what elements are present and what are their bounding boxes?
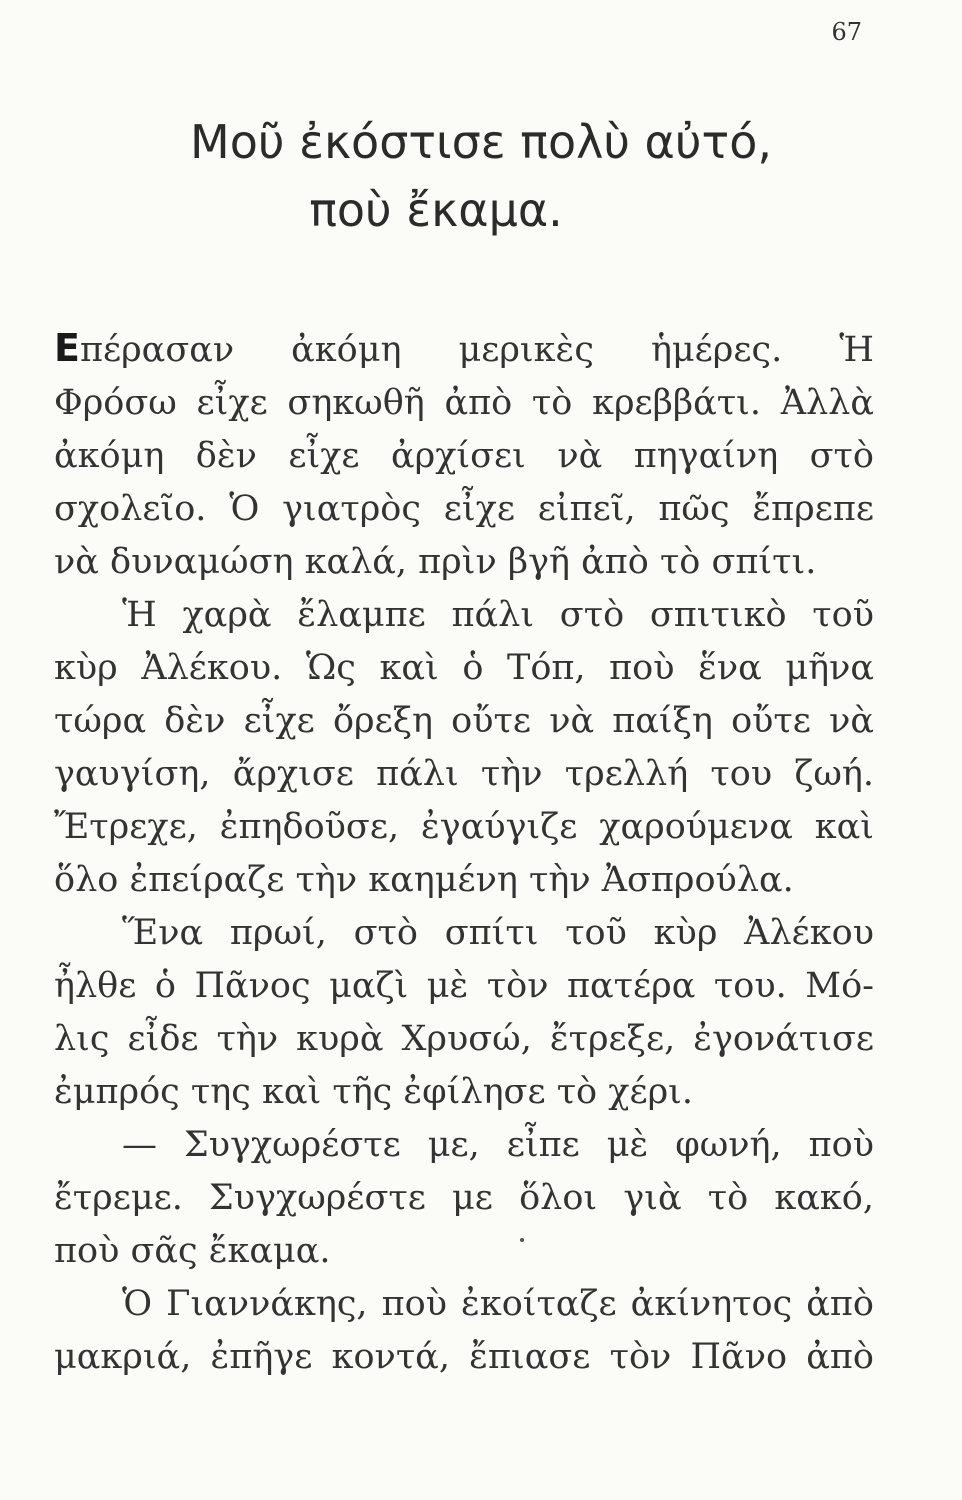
body-line-7: κὺρ Ἀλέκου. Ὡς καὶ ὁ Τόπ, ποὺ ἕνα μῆνα <box>54 648 874 688</box>
page-number: 67 <box>831 18 862 46</box>
body-line-1-text: πέρασαν ἀκόμη μερικὲς ἡμέρες. Ἡ <box>79 330 874 370</box>
body-line-10: Ἔτρεχε, ἐπηδοῦσε, ἐγαύγιζε χαρούμενα καὶ <box>54 807 874 847</box>
body-line-14: λις εἶδε τὴν κυρὰ Χρυσώ, ἔτρεξε, ἐγονάτισε <box>54 1019 874 1059</box>
chapter-title <box>0 108 962 244</box>
body-line-19: Ὁ Γιαννάκης, ποὺ ἐκοίταζε ἀκίνητος ἀπὸ <box>122 1284 874 1324</box>
body-line-12: Ἕνα πρωί, στὸ σπίτι τοῦ κὺρ Ἀλέκου <box>122 913 874 953</box>
body-line-1 <box>54 322 874 377</box>
body-line-9: γαυγίση, ἄρχισε πάλι τὴν τρελλή του ζωή. <box>54 754 874 794</box>
ink-speck <box>520 1238 524 1242</box>
body-line-3: ἀκόμη δὲν εἶχε ἀρχίσει νὰ πηγαίνη στὸ <box>54 436 874 476</box>
chapter-title-line-1: Μοῦ ἐκόστισε πολὺ αὐτό, <box>190 115 772 169</box>
body-line-15: ἐμπρός της καὶ τῆς ἐφίλησε τὸ χέρι. <box>54 1072 694 1112</box>
body-line-11: ὅλο ἐπείραζε τὴν καημένη τὴν Ἀσπρούλα. <box>54 860 794 900</box>
body-line-18: ποὺ σᾶς ἔκαμα. <box>54 1231 331 1271</box>
body-line-6: Ἡ χαρὰ ἔλαμπε πάλι στὸ σπιτικὸ τοῦ <box>122 595 874 635</box>
body-line-8: τώρα δὲν εἶχε ὄρεξη οὔτε νὰ παίξη οὔτε νὰ <box>54 701 874 741</box>
body-line-17: ἔτρεμε. Συγχωρέστε με ὅλοι γιὰ τὸ κακό, <box>54 1178 874 1218</box>
body-line-4: σχολεῖο. Ὁ γιατρὸς εἶχε εἰπεῖ, πῶς ἔπρεπε <box>54 489 874 529</box>
drop-initial: Ε <box>54 326 80 370</box>
body-line-13: ἦλθε ὁ Πᾶνος μαζὶ μὲ τὸν πατέρα του. Μό- <box>54 966 874 1006</box>
body-line-5: νὰ δυναμώση καλά, πρὶν βγῆ ἀπὸ τὸ σπίτι. <box>54 542 817 582</box>
chapter-title-line-2: ποὺ ἔκαμα. <box>309 183 563 237</box>
body-line-20: μακριά, ἐπῆγε κοντά, ἔπιασε τὸν Πᾶνο ἀπὸ <box>54 1337 874 1377</box>
body-text <box>54 322 874 1384</box>
body-line-16: — Συγχωρέστε με, εἶπε μὲ φωνή, ποὺ <box>122 1125 874 1165</box>
body-line-2: Φρόσω εἶχε σηκωθῆ ἀπὸ τὸ κρεββάτι. Ἀλλὰ <box>54 383 874 423</box>
